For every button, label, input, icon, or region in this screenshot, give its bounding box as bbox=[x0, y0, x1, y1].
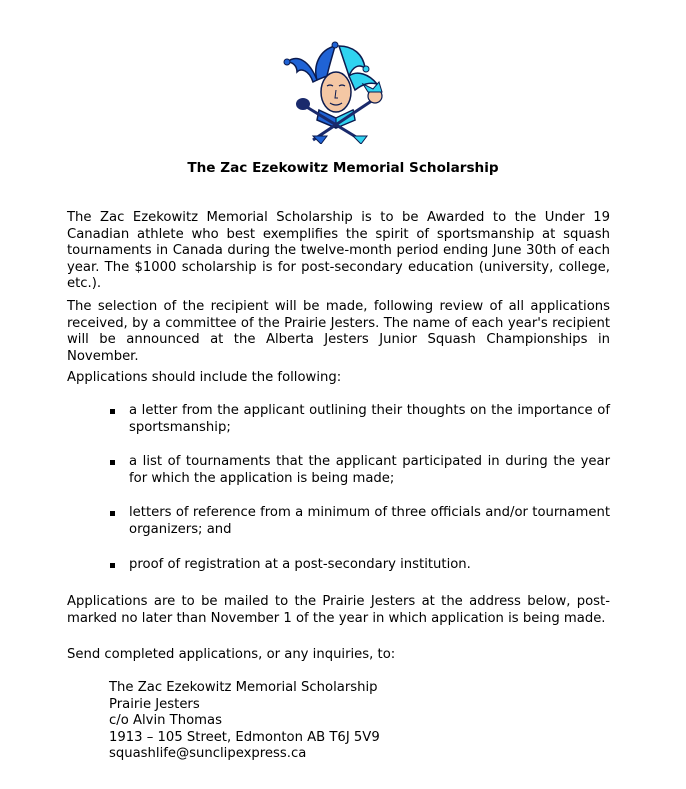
mailing-address bbox=[109, 680, 509, 763]
intro-paragraph: The Zac Ezekowitz Memorial Scholarship is to be Awarded to the Under 19 Canadian athlete who best exemplifies the spirit of sportsmanship at squash tournaments in Canada during the twelve-month period ending June 30th of each year. The $1000 scholarship is for post-secondary education (university, college, etc.). bbox=[67, 210, 610, 292]
bullet-icon bbox=[110, 511, 115, 516]
applications-intro: Applications should include the following: bbox=[67, 370, 342, 385]
jester-logo-icon bbox=[283, 40, 395, 144]
document-title: The Zac Ezekowitz Memorial Scholarship bbox=[187, 160, 499, 176]
address-line-1: The Zac Ezekowitz Memorial Scholarship bbox=[109, 680, 378, 695]
requirement-text: proof of registration at a post-secondary institution. bbox=[129, 556, 471, 572]
selection-paragraph: The selection of the recipient will be made, following review of all applications received, by a committee of the Prairie Jesters. The name of each year's recipient will be announced at the Alberta Jesters Junior Squash Championships in November. bbox=[67, 299, 610, 364]
send-paragraph: Send completed applications, or any inquiries, to: bbox=[67, 647, 396, 662]
list-item bbox=[67, 403, 610, 436]
list-item bbox=[67, 505, 610, 538]
requirements-list bbox=[67, 403, 610, 573]
mailing-paragraph: Applications are to be mailed to the Prairie Jesters at the address below, post-marked no later than November 1 of the year in which application is being made. bbox=[67, 594, 610, 626]
bullet-icon bbox=[110, 460, 115, 465]
requirement-text: a list of tournaments that the applicant participated in during the year for which the application is being made; bbox=[129, 454, 610, 486]
bullet-icon bbox=[110, 563, 115, 568]
address-line-4: 1913 – 105 Street, Edmonton AB T6J 5V9 bbox=[109, 729, 380, 745]
requirement-text: letters of reference from a minimum of three officials and/or tournament organizers; and bbox=[129, 505, 610, 537]
bullet-icon bbox=[110, 409, 115, 414]
address-line-2: Prairie Jesters bbox=[109, 696, 200, 712]
list-item bbox=[67, 454, 610, 487]
address-line-3: c/o Alvin Thomas bbox=[109, 713, 222, 729]
list-item bbox=[67, 557, 610, 574]
requirement-text: a letter from the applicant outlining their thoughts on the importance of sportsmanship; bbox=[129, 403, 610, 435]
contact-email[interactable]: squashlife@sunclipexpress.ca bbox=[109, 746, 307, 762]
